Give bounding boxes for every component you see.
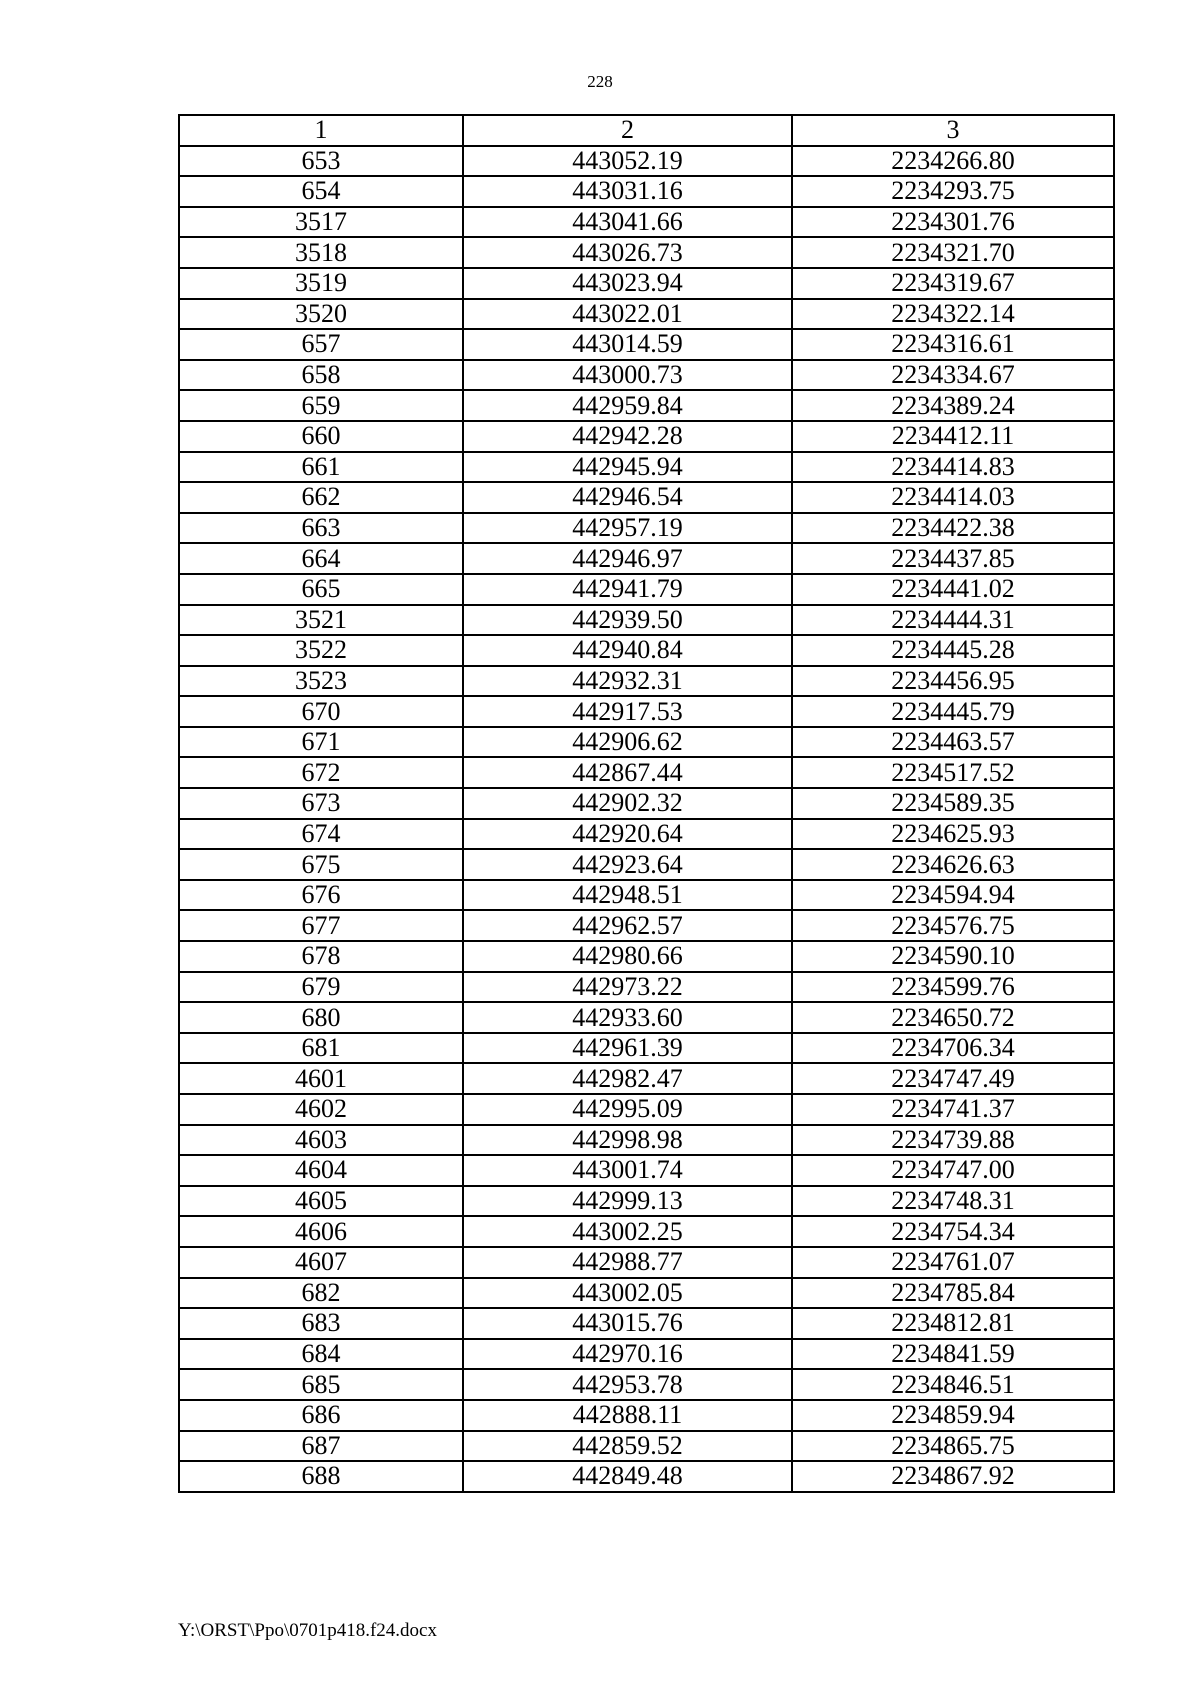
- point-number-cell: 662: [179, 482, 463, 513]
- y-coordinate-cell: 2234747.49: [792, 1063, 1114, 1094]
- x-coordinate-cell: 443031.16: [463, 176, 792, 207]
- point-number-cell: 684: [179, 1339, 463, 1370]
- y-coordinate-cell: 2234266.80: [792, 146, 1114, 177]
- point-number-cell: 681: [179, 1033, 463, 1064]
- table-row: [179, 237, 1114, 268]
- table-row: [179, 1155, 1114, 1186]
- x-coordinate-cell: 443052.19: [463, 146, 792, 177]
- point-number-cell: 3517: [179, 207, 463, 238]
- y-coordinate-cell: 2234785.84: [792, 1278, 1114, 1309]
- point-number-cell: 677: [179, 910, 463, 941]
- table-row: [179, 972, 1114, 1003]
- table-row: [179, 452, 1114, 483]
- table-row: [179, 819, 1114, 850]
- x-coordinate-cell: 442946.54: [463, 482, 792, 513]
- point-number-cell: 682: [179, 1278, 463, 1309]
- y-coordinate-cell: 2234321.70: [792, 237, 1114, 268]
- y-coordinate-cell: 2234445.79: [792, 696, 1114, 727]
- x-coordinate-cell: 442946.97: [463, 543, 792, 574]
- y-coordinate-cell: 2234444.31: [792, 605, 1114, 636]
- point-number-cell: 683: [179, 1308, 463, 1339]
- point-number-cell: 4602: [179, 1094, 463, 1125]
- y-coordinate-cell: 2234741.37: [792, 1094, 1114, 1125]
- x-coordinate-cell: 442933.60: [463, 1002, 792, 1033]
- table-row: [179, 788, 1114, 819]
- point-number-cell: 3519: [179, 268, 463, 299]
- point-number-cell: 661: [179, 452, 463, 483]
- y-coordinate-cell: 2234865.75: [792, 1431, 1114, 1462]
- y-coordinate-cell: 2234334.67: [792, 360, 1114, 391]
- x-coordinate-cell: 443002.25: [463, 1216, 792, 1247]
- x-coordinate-cell: 442920.64: [463, 819, 792, 850]
- point-number-cell: 657: [179, 329, 463, 360]
- table-row: [179, 1431, 1114, 1462]
- table-row: [179, 1216, 1114, 1247]
- column-header-1: 1: [179, 115, 463, 146]
- table-row: [179, 299, 1114, 330]
- point-number-cell: 685: [179, 1369, 463, 1400]
- table-row: [179, 360, 1114, 391]
- point-number-cell: 4603: [179, 1125, 463, 1156]
- table-row: [179, 1247, 1114, 1278]
- x-coordinate-cell: 442917.53: [463, 696, 792, 727]
- x-coordinate-cell: 443015.76: [463, 1308, 792, 1339]
- point-number-cell: 660: [179, 421, 463, 452]
- y-coordinate-cell: 2234650.72: [792, 1002, 1114, 1033]
- point-number-cell: 3518: [179, 237, 463, 268]
- table-body: [179, 146, 1114, 1492]
- x-coordinate-cell: 443001.74: [463, 1155, 792, 1186]
- y-coordinate-cell: 2234739.88: [792, 1125, 1114, 1156]
- y-coordinate-cell: 2234594.94: [792, 880, 1114, 911]
- point-number-cell: 687: [179, 1431, 463, 1462]
- y-coordinate-cell: 2234706.34: [792, 1033, 1114, 1064]
- x-coordinate-cell: 442945.94: [463, 452, 792, 483]
- table-row: [179, 605, 1114, 636]
- point-number-cell: 679: [179, 972, 463, 1003]
- y-coordinate-cell: 2234414.03: [792, 482, 1114, 513]
- x-coordinate-cell: 442999.13: [463, 1186, 792, 1217]
- y-coordinate-cell: 2234316.61: [792, 329, 1114, 360]
- y-coordinate-cell: 2234293.75: [792, 176, 1114, 207]
- x-coordinate-cell: 442961.39: [463, 1033, 792, 1064]
- x-coordinate-cell: 442867.44: [463, 757, 792, 788]
- table-row: [179, 513, 1114, 544]
- x-coordinate-cell: 443022.01: [463, 299, 792, 330]
- point-number-cell: 665: [179, 574, 463, 605]
- x-coordinate-cell: 442970.16: [463, 1339, 792, 1370]
- table-row: [179, 1461, 1114, 1492]
- table-row: [179, 482, 1114, 513]
- y-coordinate-cell: 2234599.76: [792, 972, 1114, 1003]
- y-coordinate-cell: 2234322.14: [792, 299, 1114, 330]
- point-number-cell: 663: [179, 513, 463, 544]
- x-coordinate-cell: 442957.19: [463, 513, 792, 544]
- y-coordinate-cell: 2234589.35: [792, 788, 1114, 819]
- y-coordinate-cell: 2234590.10: [792, 941, 1114, 972]
- table-row: [179, 329, 1114, 360]
- point-number-cell: 659: [179, 390, 463, 421]
- x-coordinate-cell: 442941.79: [463, 574, 792, 605]
- y-coordinate-cell: 2234517.52: [792, 757, 1114, 788]
- x-coordinate-cell: 443023.94: [463, 268, 792, 299]
- x-coordinate-cell: 442982.47: [463, 1063, 792, 1094]
- y-coordinate-cell: 2234846.51: [792, 1369, 1114, 1400]
- table-row: [179, 390, 1114, 421]
- point-number-cell: 654: [179, 176, 463, 207]
- x-coordinate-cell: 442962.57: [463, 910, 792, 941]
- x-coordinate-cell: 443014.59: [463, 329, 792, 360]
- coordinates-table: [178, 114, 1115, 1493]
- y-coordinate-cell: 2234414.83: [792, 452, 1114, 483]
- x-coordinate-cell: 442953.78: [463, 1369, 792, 1400]
- x-coordinate-cell: 443000.73: [463, 360, 792, 391]
- point-number-cell: 664: [179, 543, 463, 574]
- y-coordinate-cell: 2234576.75: [792, 910, 1114, 941]
- table-row: [179, 176, 1114, 207]
- point-number-cell: 4607: [179, 1247, 463, 1278]
- point-number-cell: 675: [179, 849, 463, 880]
- y-coordinate-cell: 2234867.92: [792, 1461, 1114, 1492]
- y-coordinate-cell: 2234412.11: [792, 421, 1114, 452]
- point-number-cell: 653: [179, 146, 463, 177]
- table-row: [179, 727, 1114, 758]
- y-coordinate-cell: 2234754.34: [792, 1216, 1114, 1247]
- point-number-cell: 673: [179, 788, 463, 819]
- table-row: [179, 696, 1114, 727]
- x-coordinate-cell: 442998.98: [463, 1125, 792, 1156]
- x-coordinate-cell: 442902.32: [463, 788, 792, 819]
- x-coordinate-cell: 442849.48: [463, 1461, 792, 1492]
- y-coordinate-cell: 2234626.63: [792, 849, 1114, 880]
- x-coordinate-cell: 442959.84: [463, 390, 792, 421]
- table-row: [179, 574, 1114, 605]
- column-header-3: 3: [792, 115, 1114, 146]
- y-coordinate-cell: 2234761.07: [792, 1247, 1114, 1278]
- x-coordinate-cell: 442888.11: [463, 1400, 792, 1431]
- point-number-cell: 4604: [179, 1155, 463, 1186]
- table-row: [179, 1002, 1114, 1033]
- point-number-cell: 4606: [179, 1216, 463, 1247]
- x-coordinate-cell: 442923.64: [463, 849, 792, 880]
- y-coordinate-cell: 2234445.28: [792, 635, 1114, 666]
- point-number-cell: 4601: [179, 1063, 463, 1094]
- table-row: [179, 1094, 1114, 1125]
- y-coordinate-cell: 2234463.57: [792, 727, 1114, 758]
- table-row: [179, 757, 1114, 788]
- y-coordinate-cell: 2234422.38: [792, 513, 1114, 544]
- page-number: 228: [587, 72, 613, 91]
- y-coordinate-cell: 2234441.02: [792, 574, 1114, 605]
- x-coordinate-cell: 442980.66: [463, 941, 792, 972]
- x-coordinate-cell: 442940.84: [463, 635, 792, 666]
- x-coordinate-cell: 442973.22: [463, 972, 792, 1003]
- point-number-cell: 680: [179, 1002, 463, 1033]
- column-header-2: 2: [463, 115, 792, 146]
- table-row: [179, 635, 1114, 666]
- point-number-cell: 688: [179, 1461, 463, 1492]
- table-row: [179, 268, 1114, 299]
- point-number-cell: 674: [179, 819, 463, 850]
- point-number-cell: 658: [179, 360, 463, 391]
- point-number-cell: 3522: [179, 635, 463, 666]
- table-row: [179, 543, 1114, 574]
- table-row: [179, 666, 1114, 697]
- y-coordinate-cell: 2234437.85: [792, 543, 1114, 574]
- x-coordinate-cell: 442939.50: [463, 605, 792, 636]
- x-coordinate-cell: 442995.09: [463, 1094, 792, 1125]
- y-coordinate-cell: 2234456.95: [792, 666, 1114, 697]
- x-coordinate-cell: 442942.28: [463, 421, 792, 452]
- table-row: [179, 849, 1114, 880]
- x-coordinate-cell: 443041.66: [463, 207, 792, 238]
- y-coordinate-cell: 2234747.00: [792, 1155, 1114, 1186]
- point-number-cell: 4605: [179, 1186, 463, 1217]
- y-coordinate-cell: 2234841.59: [792, 1339, 1114, 1370]
- x-coordinate-cell: 442948.51: [463, 880, 792, 911]
- point-number-cell: 678: [179, 941, 463, 972]
- table-row: [179, 1369, 1114, 1400]
- point-number-cell: 672: [179, 757, 463, 788]
- table-row: [179, 1339, 1114, 1370]
- table-row: [179, 1278, 1114, 1309]
- table-row: [179, 1063, 1114, 1094]
- point-number-cell: 3520: [179, 299, 463, 330]
- table-row: [179, 941, 1114, 972]
- table-row: [179, 1400, 1114, 1431]
- x-coordinate-cell: 442932.31: [463, 666, 792, 697]
- point-number-cell: 671: [179, 727, 463, 758]
- x-coordinate-cell: 442906.62: [463, 727, 792, 758]
- footer-file-path: Y:\ORST\Ppo\0701p418.f24.docx: [178, 1620, 437, 1641]
- table-header-row: [179, 115, 1114, 146]
- table-row: [179, 910, 1114, 941]
- x-coordinate-cell: 443026.73: [463, 237, 792, 268]
- table-row: [179, 146, 1114, 177]
- point-number-cell: 676: [179, 880, 463, 911]
- x-coordinate-cell: 442859.52: [463, 1431, 792, 1462]
- table-row: [179, 1125, 1114, 1156]
- table-row: [179, 1186, 1114, 1217]
- y-coordinate-cell: 2234748.31: [792, 1186, 1114, 1217]
- table-row: [179, 1308, 1114, 1339]
- x-coordinate-cell: 443002.05: [463, 1278, 792, 1309]
- point-number-cell: 3521: [179, 605, 463, 636]
- y-coordinate-cell: 2234625.93: [792, 819, 1114, 850]
- table-row: [179, 421, 1114, 452]
- y-coordinate-cell: 2234389.24: [792, 390, 1114, 421]
- table-row: [179, 207, 1114, 238]
- y-coordinate-cell: 2234812.81: [792, 1308, 1114, 1339]
- y-coordinate-cell: 2234301.76: [792, 207, 1114, 238]
- point-number-cell: 670: [179, 696, 463, 727]
- x-coordinate-cell: 442988.77: [463, 1247, 792, 1278]
- y-coordinate-cell: 2234319.67: [792, 268, 1114, 299]
- point-number-cell: 686: [179, 1400, 463, 1431]
- table-row: [179, 880, 1114, 911]
- table-row: [179, 1033, 1114, 1064]
- y-coordinate-cell: 2234859.94: [792, 1400, 1114, 1431]
- point-number-cell: 3523: [179, 666, 463, 697]
